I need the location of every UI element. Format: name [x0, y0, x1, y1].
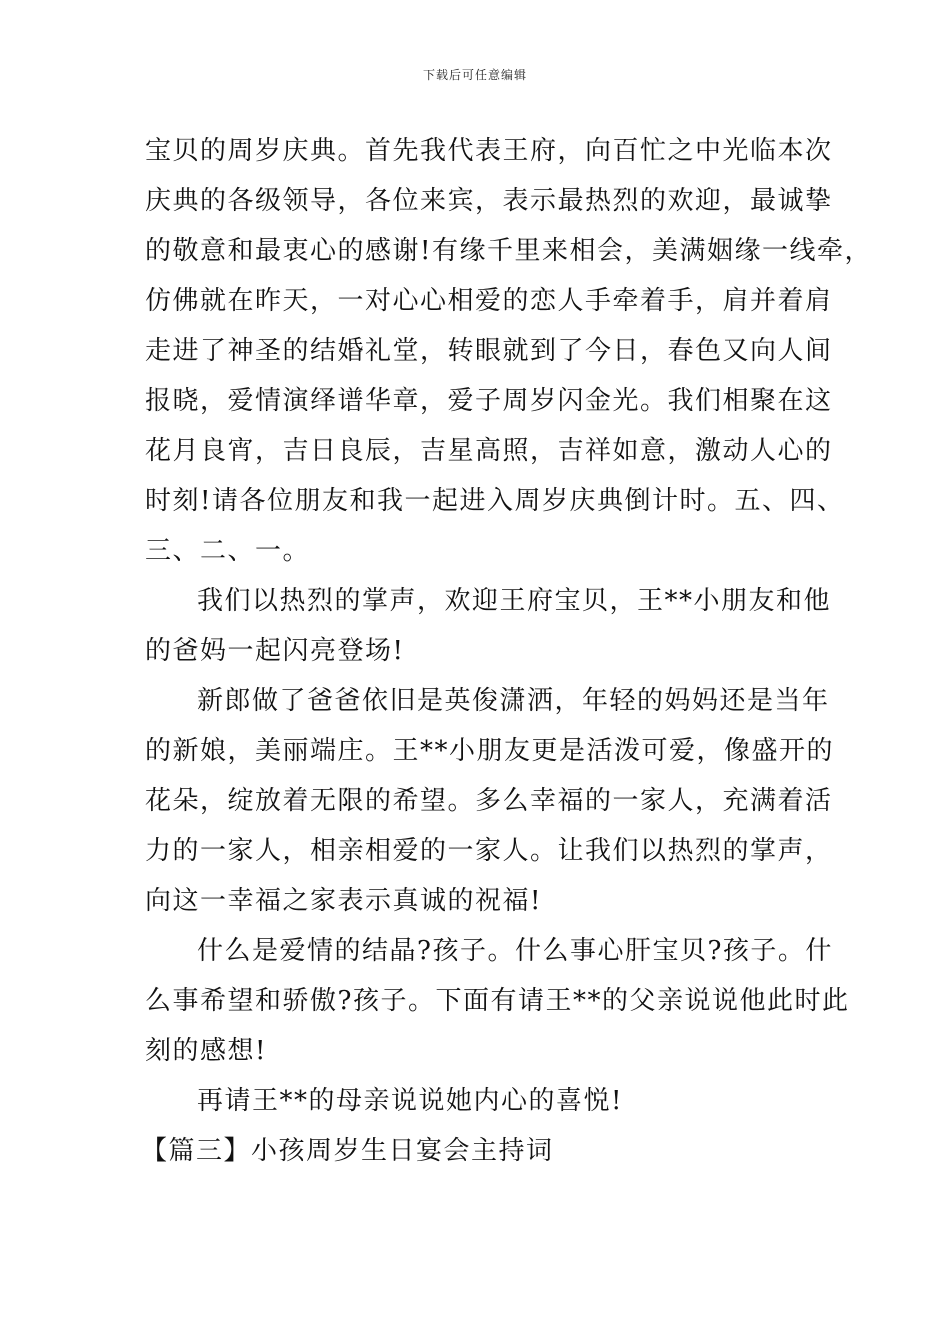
paragraph-start-line: 我们以热烈的掌声，欢迎王府宝贝，王**小朋友和他	[197, 586, 832, 616]
document-body	[141, 126, 872, 1176]
page-header-note: 下载后可任意编辑	[422, 68, 527, 82]
paragraph-start-line: 再请王**的母亲说说她内心的喜悦!	[197, 1086, 623, 1116]
text-line: 力的一家人，相亲相爱的一家人。让我们以热烈的掌声，	[145, 836, 833, 866]
paragraph-start-line: 什么是爱情的结晶?孩子。什么事心肝宝贝?孩子。什	[197, 936, 833, 966]
text-line: 报晓，爱情演绎谱华章，爱子周岁闪金光。我们相聚在这	[145, 386, 833, 416]
text-line: 庆典的各级领导，各位来宾，表示最热烈的欢迎，最诚挚	[145, 186, 833, 216]
text-line: 刻的感想!	[145, 1036, 267, 1066]
paragraph-start-line: 新郎做了爸爸依旧是英俊潇洒，年轻的妈妈还是当年	[197, 686, 830, 716]
text-line: 时刻!请各位朋友和我一起进入周岁庆典倒计时。五、四、	[145, 486, 845, 516]
text-line: 仿佛就在昨天，一对心心相爱的恋人手牵着手，肩并着肩	[145, 286, 833, 316]
text-line: 花朵，绽放着无限的希望。多么幸福的一家人，充满着活	[145, 786, 833, 816]
text-line: 向这一幸福之家表示真诚的祝福!	[145, 886, 542, 916]
text-line: 的新娘，美丽端庄。王**小朋友更是活泼可爱，像盛开的	[145, 736, 835, 766]
text-line: 么事希望和骄傲?孩子。下面有请王**的父亲说说他此时此	[145, 986, 850, 1016]
text-line: 的爸妈一起闪亮登场!	[145, 636, 405, 666]
text-line: 三、二、一。	[145, 536, 311, 566]
section-heading: 【篇三】小孩周岁生日宴会主持词	[141, 1136, 554, 1166]
text-line: 的敬意和最衷心的感谢!有缘千里来相会，美满姻缘一线牵，	[145, 236, 872, 266]
text-line: 走进了神圣的结婚礼堂，转眼就到了今日，春色又向人间	[145, 336, 833, 366]
text-line: 花月良宵，吉日良辰，吉星高照，吉祥如意，激动人心的	[145, 436, 833, 466]
text-line: 宝贝的周岁庆典。首先我代表王府，向百忙之中光临本次	[145, 136, 833, 166]
